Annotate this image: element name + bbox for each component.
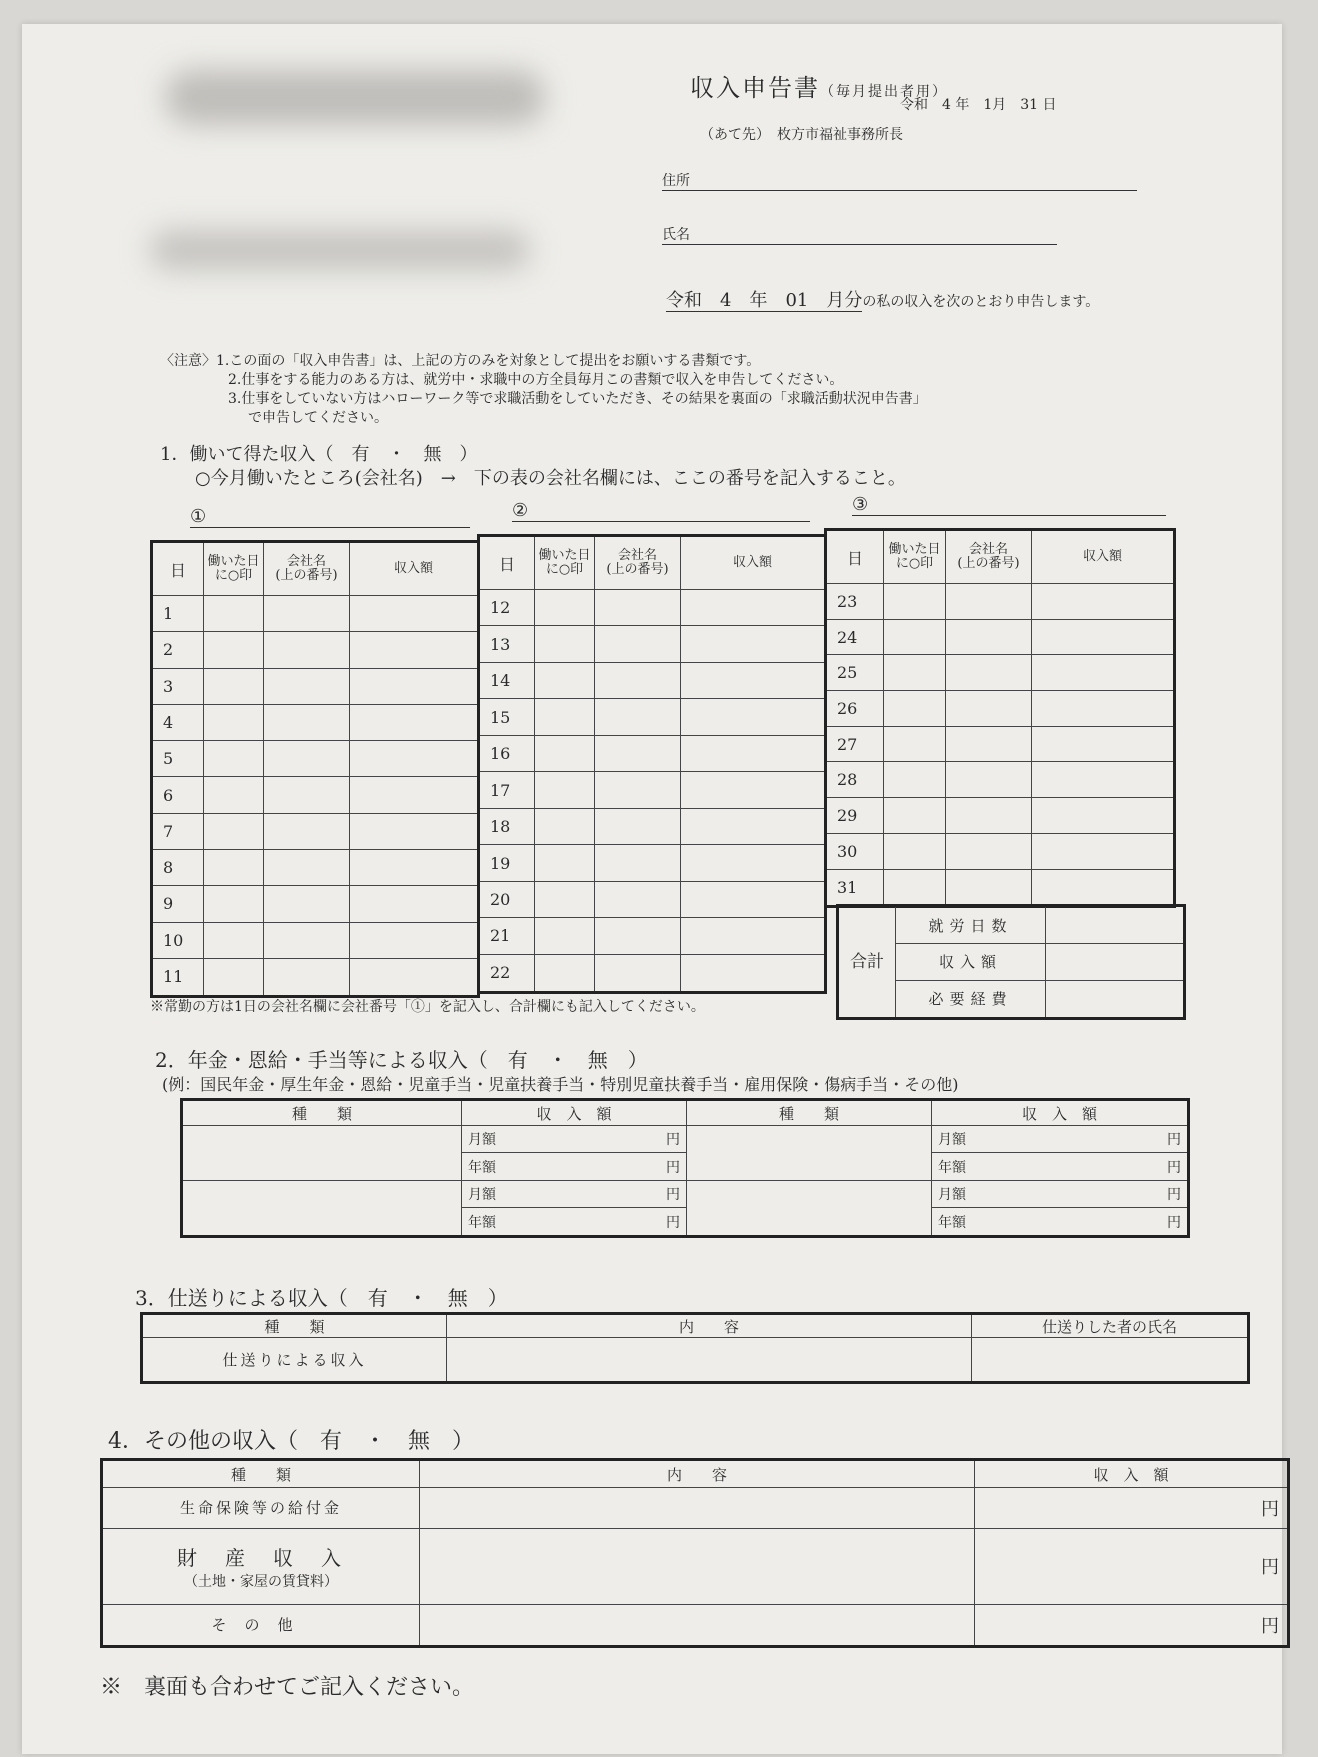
income-cell[interactable] <box>1032 869 1175 907</box>
day-number: 28 <box>826 762 884 798</box>
worked-cell[interactable] <box>884 691 946 727</box>
company-cell[interactable] <box>946 833 1032 869</box>
table-row <box>152 704 479 740</box>
yearly-amount-cell[interactable] <box>462 1153 687 1180</box>
table-row <box>152 596 479 632</box>
worked-cell[interactable] <box>884 869 946 907</box>
income-cell[interactable] <box>350 668 479 704</box>
yen-unit: 円 <box>1261 1557 1279 1579</box>
table-row <box>826 619 1175 655</box>
company-cell[interactable] <box>264 958 350 996</box>
col-company-sub: (上の番号) <box>606 562 669 577</box>
col-worked: 働いた日に○印 <box>204 542 264 596</box>
worked-cell[interactable] <box>535 845 595 881</box>
day-number: 12 <box>479 590 535 626</box>
company-cell[interactable] <box>264 813 350 849</box>
worked-cell[interactable] <box>535 772 595 808</box>
monthly-label: 月額 <box>938 1132 966 1149</box>
col-type: 種 類 <box>182 1100 462 1126</box>
yen-unit: 円 <box>1167 1132 1181 1149</box>
section3-heading: 3．仕送りによる収入（ 有 ・ 無 ） <box>135 1286 508 1310</box>
table-row <box>152 777 479 813</box>
yen-unit: 円 <box>666 1159 680 1176</box>
note-item: 2.仕事をする能力のある方は、就労中・求職中の方全員毎月この書類で収入を申告してください。 <box>228 372 844 388</box>
income-cell[interactable] <box>681 772 826 808</box>
company-cell[interactable] <box>946 691 1032 727</box>
workplace-3[interactable] <box>852 494 1166 516</box>
workplace-ref: ① <box>190 506 207 527</box>
yearly-amount-cell[interactable] <box>462 1208 687 1237</box>
yen-unit: 円 <box>1167 1159 1181 1176</box>
col-company-label: 会社名 <box>286 554 326 569</box>
company-cell[interactable] <box>264 741 350 777</box>
pension-table <box>180 1098 1190 1238</box>
company-cell[interactable] <box>595 699 681 735</box>
remittance-table <box>140 1312 1250 1384</box>
section1-workplace-line: ○今月働いたところ(会社名) → 下の表の会社名欄には、ここの番号を記入すること。 <box>195 468 906 489</box>
col-type: 種 類 <box>687 1100 932 1126</box>
worked-cell[interactable] <box>884 798 946 834</box>
table-row <box>479 772 826 808</box>
redacted-area <box>150 230 530 270</box>
company-cell[interactable] <box>595 954 681 992</box>
day-number: 22 <box>479 954 535 992</box>
worked-cell[interactable] <box>204 632 264 668</box>
income-cell[interactable] <box>681 662 826 698</box>
content-cell[interactable] <box>420 1528 975 1604</box>
yearly-label: 年額 <box>468 1214 496 1231</box>
content-cell[interactable] <box>420 1488 975 1529</box>
total-income-label: 収入額 <box>896 944 1046 981</box>
period-line <box>666 286 1099 312</box>
footer-note: ※ 裏面も合わせてご記入ください。 <box>100 1675 475 1700</box>
table-header-row <box>102 1460 1289 1488</box>
income-cell[interactable] <box>350 777 479 813</box>
table-row <box>152 849 479 885</box>
form-date: 令和 4 年 1月 31 日 <box>900 97 1057 113</box>
company-cell[interactable] <box>595 590 681 626</box>
day-number: 27 <box>826 726 884 762</box>
worked-cell[interactable] <box>884 584 946 620</box>
day-number: 18 <box>479 808 535 844</box>
notes <box>160 352 1160 428</box>
day-number: 6 <box>152 777 204 813</box>
company-cell[interactable] <box>264 922 350 958</box>
income-cell[interactable] <box>681 590 826 626</box>
period-value: 令和 4 年 01 月分 <box>666 290 863 311</box>
col-content: 内 容 <box>447 1314 972 1338</box>
day-number: 15 <box>479 699 535 735</box>
day-number: 25 <box>826 655 884 691</box>
day-number: 16 <box>479 735 535 771</box>
table-row <box>826 584 1175 620</box>
table-row <box>142 1338 1249 1383</box>
yen-unit: 円 <box>1261 1498 1279 1520</box>
yen-unit: 円 <box>666 1214 680 1231</box>
remittance-sender-cell[interactable] <box>972 1338 1249 1383</box>
income-cell[interactable] <box>681 699 826 735</box>
note-item: 3.仕事をしていない方はハローワーク等で求職活動をしていただき、その結果を裏面の「求職活動状況申告書」 <box>228 391 927 407</box>
income-table-days-12-22 <box>477 534 827 994</box>
yearly-amount-cell[interactable] <box>932 1153 1189 1180</box>
income-cell[interactable] <box>350 741 479 777</box>
col-company-sub: (上の番号) <box>275 568 338 583</box>
company-cell[interactable] <box>946 762 1032 798</box>
col-amount: 収 入 額 <box>975 1460 1289 1488</box>
worked-cell[interactable] <box>204 596 264 632</box>
yen-unit: 円 <box>1261 1615 1279 1637</box>
monthly-label: 月額 <box>938 1187 966 1204</box>
company-cell[interactable] <box>946 655 1032 691</box>
day-number: 8 <box>152 849 204 885</box>
col-income: 収入額 <box>1032 530 1175 584</box>
income-cell[interactable] <box>681 626 826 662</box>
col-content: 内 容 <box>420 1460 975 1488</box>
col-day: 日 <box>479 536 535 590</box>
monthly-amount-cell[interactable] <box>462 1180 687 1207</box>
company-cell[interactable] <box>946 869 1032 907</box>
income-cell[interactable] <box>1032 762 1175 798</box>
name-label: 氏名 <box>662 227 690 243</box>
day-number: 2 <box>152 632 204 668</box>
address-field[interactable] <box>662 170 1137 191</box>
company-cell[interactable] <box>946 726 1032 762</box>
table-header-row <box>826 530 1175 584</box>
col-amount: 収 入 額 <box>462 1100 687 1126</box>
table-row <box>152 958 479 996</box>
remittance-content-cell[interactable] <box>447 1338 972 1383</box>
day-number: 14 <box>479 662 535 698</box>
table-row <box>826 726 1175 762</box>
total-income-cell[interactable] <box>1046 944 1185 981</box>
note-item: で申告してください。 <box>248 410 388 426</box>
table-row <box>152 741 479 777</box>
col-company-sub: (上の番号) <box>957 556 1020 571</box>
col-amount: 収 入 額 <box>932 1100 1189 1126</box>
day-number: 4 <box>152 704 204 740</box>
amount-cell[interactable] <box>975 1528 1289 1604</box>
company-cell[interactable] <box>946 798 1032 834</box>
note-item: 1.この面の「収入申告書」は、上記の方のみを対象として提出をお願いする書類です。 <box>216 353 761 369</box>
yearly-label: 年額 <box>938 1159 966 1176</box>
day-number: 13 <box>479 626 535 662</box>
pension-type-cell[interactable] <box>182 1126 462 1181</box>
title-sub: （毎月提出者用） <box>820 84 948 100</box>
table-row <box>479 735 826 771</box>
col-company <box>264 542 350 596</box>
income-cell[interactable] <box>1032 655 1175 691</box>
worked-cell[interactable] <box>535 735 595 771</box>
worked-cell[interactable] <box>204 922 264 958</box>
income-cell[interactable] <box>681 845 826 881</box>
property-income-text: 財 産 収 入 <box>177 1545 345 1570</box>
table-row <box>826 691 1175 727</box>
notes-label: 〈注意〉 <box>160 353 216 369</box>
amount-cell[interactable] <box>975 1604 1289 1646</box>
col-type: 種 類 <box>142 1314 447 1338</box>
section1-footnote: ※常勤の方は1日の会社名欄に会社番号「①」を記入し、合計欄にも記入してください。 <box>150 999 705 1015</box>
monthly-amount-cell[interactable] <box>462 1126 687 1153</box>
col-income: 収入額 <box>350 542 479 596</box>
company-cell[interactable] <box>264 632 350 668</box>
day-number: 20 <box>479 881 535 917</box>
col-company <box>946 530 1032 584</box>
addressee <box>700 124 903 144</box>
income-cell[interactable] <box>681 881 826 917</box>
income-cell[interactable] <box>1032 619 1175 655</box>
workplace-ref: ② <box>512 500 529 521</box>
table-header-row <box>479 536 826 590</box>
worked-cell[interactable] <box>535 626 595 662</box>
col-worked: 働いた日に○印 <box>535 536 595 590</box>
yen-unit: 円 <box>666 1132 680 1149</box>
day-number: 21 <box>479 918 535 954</box>
total-row <box>838 906 1185 944</box>
table-row <box>479 808 826 844</box>
worked-cell[interactable] <box>204 886 264 922</box>
table-row <box>152 886 479 922</box>
worked-cell[interactable] <box>884 833 946 869</box>
worked-cell[interactable] <box>204 958 264 996</box>
day-number: 9 <box>152 886 204 922</box>
pension-type-cell[interactable] <box>687 1180 932 1236</box>
col-worked: 働いた日に○印 <box>884 530 946 584</box>
yearly-label: 年額 <box>938 1214 966 1231</box>
title-text: 収入申告書 <box>690 74 820 102</box>
total-expenses-label: 必要経費 <box>896 980 1046 1018</box>
workplace-1[interactable] <box>190 506 470 528</box>
monthly-label: 月額 <box>468 1132 496 1149</box>
worked-cell[interactable] <box>535 699 595 735</box>
worked-cell[interactable] <box>535 918 595 954</box>
income-cell[interactable] <box>350 632 479 668</box>
totals-table <box>836 904 1186 1020</box>
company-cell[interactable] <box>595 626 681 662</box>
company-cell[interactable] <box>595 735 681 771</box>
total-workdays-cell[interactable] <box>1046 906 1185 944</box>
worked-cell[interactable] <box>204 813 264 849</box>
content-cell[interactable] <box>420 1604 975 1646</box>
table-row <box>152 922 479 958</box>
worked-cell[interactable] <box>204 668 264 704</box>
income-cell[interactable] <box>350 886 479 922</box>
company-cell[interactable] <box>946 619 1032 655</box>
section2-example: (例：国民年金・厚生年金・恩給・児童手当・児童扶養手当・特別児童扶養手当・雇用保険・傷病手当・その他) <box>162 1075 959 1094</box>
col-income: 収入額 <box>681 536 826 590</box>
income-cell[interactable] <box>350 922 479 958</box>
total-label: 合計 <box>838 906 896 1019</box>
income-cell[interactable] <box>681 735 826 771</box>
remittance-label: 仕送りによる収入 <box>142 1338 447 1383</box>
income-cell[interactable] <box>1032 691 1175 727</box>
company-cell[interactable] <box>595 881 681 917</box>
life-insurance-label: 生命保険等の給付金 <box>102 1488 420 1529</box>
day-number: 30 <box>826 833 884 869</box>
col-day: 日 <box>152 542 204 596</box>
monthly-amount-cell[interactable] <box>932 1126 1189 1153</box>
col-type: 種 類 <box>102 1460 420 1488</box>
section1-heading: 1．働いて得た収入（ 有 ・ 無 ） <box>160 444 478 465</box>
day-number: 29 <box>826 798 884 834</box>
company-cell[interactable] <box>595 808 681 844</box>
property-income-label <box>102 1528 420 1604</box>
company-cell[interactable] <box>264 777 350 813</box>
worked-cell[interactable] <box>884 655 946 691</box>
worked-cell[interactable] <box>884 619 946 655</box>
other-label: その他 <box>102 1604 420 1646</box>
table-row <box>479 845 826 881</box>
amount-cell[interactable] <box>975 1488 1289 1529</box>
income-cell[interactable] <box>1032 833 1175 869</box>
table-row <box>182 1180 1189 1207</box>
col-day: 日 <box>826 530 884 584</box>
day-number: 23 <box>826 584 884 620</box>
income-cell[interactable] <box>1032 798 1175 834</box>
table-row <box>479 626 826 662</box>
table-row <box>479 590 826 626</box>
total-workdays-label: 就労日数 <box>896 906 1046 944</box>
company-cell[interactable] <box>595 662 681 698</box>
workplace-2[interactable] <box>512 500 810 522</box>
day-number: 26 <box>826 691 884 727</box>
table-row <box>152 632 479 668</box>
income-table-days-23-31 <box>824 528 1176 908</box>
income-cell[interactable] <box>1032 584 1175 620</box>
day-number: 24 <box>826 619 884 655</box>
table-row <box>826 833 1175 869</box>
worked-cell[interactable] <box>204 849 264 885</box>
workplace-ref: ③ <box>852 494 869 515</box>
company-cell[interactable] <box>595 772 681 808</box>
income-cell[interactable] <box>681 954 826 992</box>
yen-unit: 円 <box>666 1187 680 1204</box>
table-row <box>479 954 826 992</box>
name-field[interactable] <box>662 224 1057 245</box>
company-cell[interactable] <box>946 584 1032 620</box>
yen-unit: 円 <box>1167 1214 1181 1231</box>
company-cell[interactable] <box>264 849 350 885</box>
worked-cell[interactable] <box>204 777 264 813</box>
income-table-days-1-11 <box>150 540 480 998</box>
worked-cell[interactable] <box>884 726 946 762</box>
yearly-amount-cell[interactable] <box>932 1208 1189 1237</box>
table-row <box>479 699 826 735</box>
income-cell[interactable] <box>681 918 826 954</box>
table-header-row <box>152 542 479 596</box>
day-number: 3 <box>152 668 204 704</box>
day-number: 31 <box>826 869 884 907</box>
table-row <box>102 1488 1289 1529</box>
worked-cell[interactable] <box>535 590 595 626</box>
table-row <box>152 813 479 849</box>
table-row <box>826 655 1175 691</box>
table-row <box>479 918 826 954</box>
section4-heading: 4．その他の収入（ 有 ・ 無 ） <box>108 1429 474 1454</box>
worked-cell[interactable] <box>204 704 264 740</box>
day-number: 11 <box>152 958 204 996</box>
day-number: 10 <box>152 922 204 958</box>
col-sender: 仕送りした者の氏名 <box>972 1314 1249 1338</box>
table-header-row <box>182 1100 1189 1126</box>
note-line-1 <box>160 352 1160 371</box>
worked-cell[interactable] <box>535 954 595 992</box>
table-row <box>182 1126 1189 1153</box>
day-number: 17 <box>479 772 535 808</box>
worked-cell[interactable] <box>204 741 264 777</box>
pension-type-cell[interactable] <box>182 1180 462 1236</box>
worked-cell[interactable] <box>535 881 595 917</box>
table-row <box>479 662 826 698</box>
monthly-label: 月額 <box>468 1187 496 1204</box>
col-company-label: 会社名 <box>617 548 657 563</box>
table-row <box>102 1604 1289 1646</box>
income-cell[interactable] <box>350 704 479 740</box>
table-row <box>826 762 1175 798</box>
col-company <box>595 536 681 590</box>
company-cell[interactable] <box>264 704 350 740</box>
table-row <box>826 869 1175 907</box>
pension-type-cell[interactable] <box>687 1126 932 1181</box>
day-number: 5 <box>152 741 204 777</box>
col-company-label: 会社名 <box>968 542 1008 557</box>
yen-unit: 円 <box>1167 1187 1181 1204</box>
worked-cell[interactable] <box>884 762 946 798</box>
total-expenses-cell[interactable] <box>1046 980 1185 1018</box>
day-number: 19 <box>479 845 535 881</box>
income-cell[interactable] <box>1032 726 1175 762</box>
table-header-row <box>142 1314 1249 1338</box>
yearly-label: 年額 <box>468 1159 496 1176</box>
worked-cell[interactable] <box>535 808 595 844</box>
day-number: 7 <box>152 813 204 849</box>
worked-cell[interactable] <box>535 662 595 698</box>
company-cell[interactable] <box>264 596 350 632</box>
other-income-table <box>100 1458 1290 1648</box>
company-cell[interactable] <box>264 668 350 704</box>
day-number: 1 <box>152 596 204 632</box>
income-cell[interactable] <box>350 596 479 632</box>
income-cell[interactable] <box>350 849 479 885</box>
section2-heading: 2．年金・恩給・手当等による収入（ 有 ・ 無 ） <box>155 1048 648 1072</box>
table-row <box>102 1528 1289 1604</box>
address-label: 住所 <box>662 173 690 189</box>
table-row <box>826 798 1175 834</box>
company-cell[interactable] <box>264 886 350 922</box>
monthly-amount-cell[interactable] <box>932 1180 1189 1207</box>
addressee-prefix: （あて先） <box>700 127 763 143</box>
addressee-name: 枚方市福祉事務所長 <box>777 127 903 143</box>
income-cell[interactable] <box>350 958 479 996</box>
income-cell[interactable] <box>681 808 826 844</box>
table-row <box>479 881 826 917</box>
income-cell[interactable] <box>350 813 479 849</box>
table-row <box>152 668 479 704</box>
redacted-area <box>165 70 545 125</box>
company-cell[interactable] <box>595 918 681 954</box>
property-income-sub: （土地・家屋の賃貸料） <box>184 1573 338 1590</box>
company-cell[interactable] <box>595 845 681 881</box>
period-suffix: の私の収入を次のとおり申告します。 <box>862 294 1100 310</box>
